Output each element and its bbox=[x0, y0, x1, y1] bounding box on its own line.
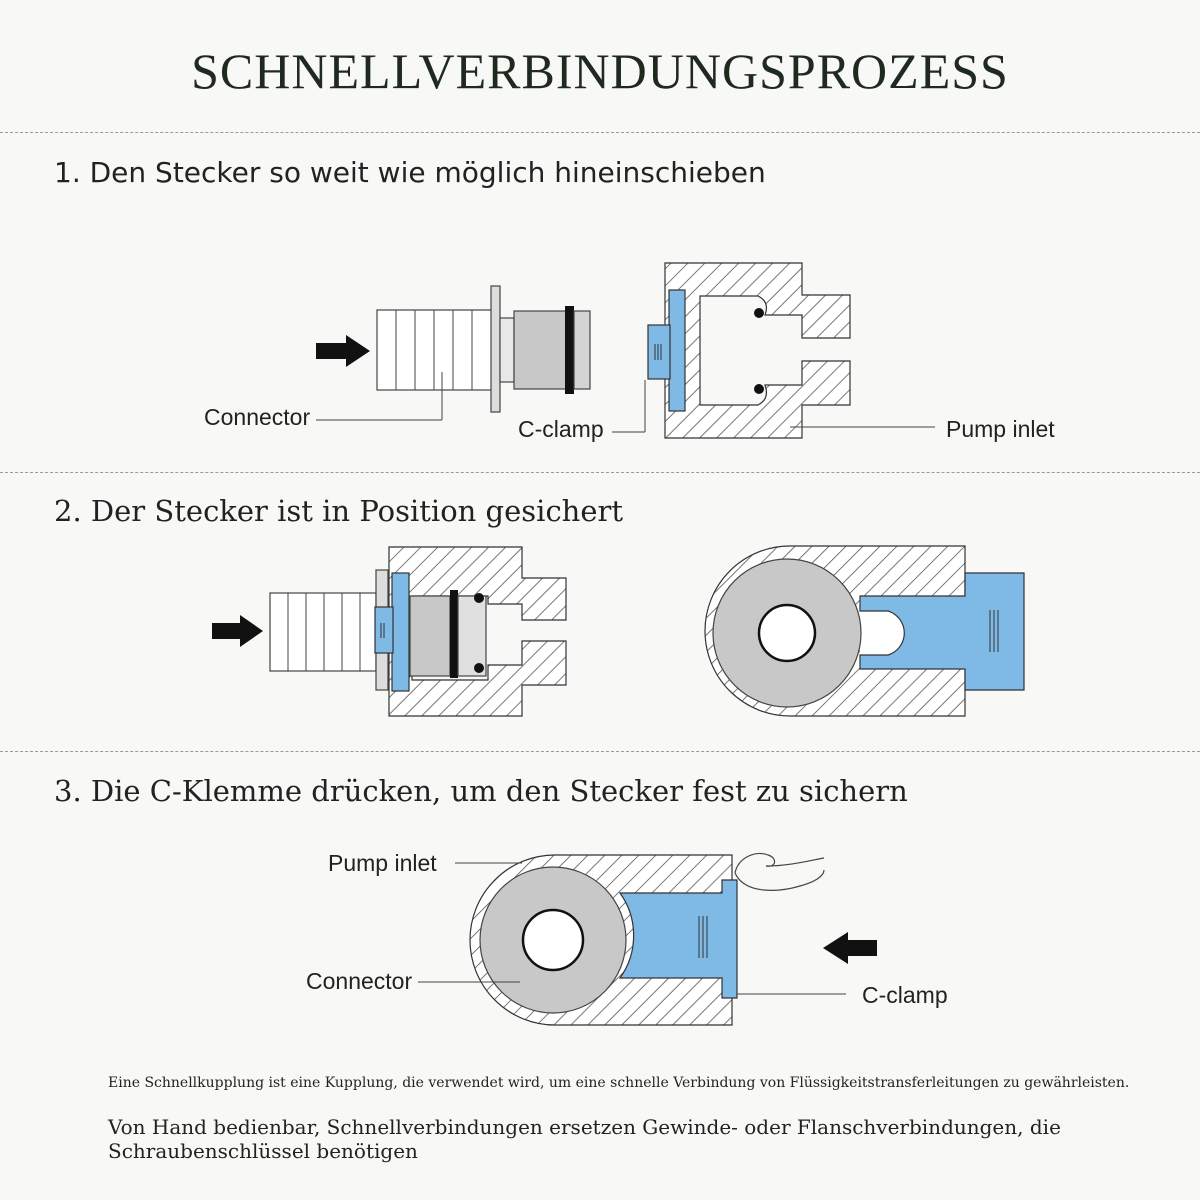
label-c-clamp-step3: C-clamp bbox=[862, 982, 948, 1008]
label-pump-inlet-step3: Pump inlet bbox=[328, 850, 437, 876]
arrow-right-icon bbox=[316, 335, 370, 367]
step-2-left-diagram bbox=[212, 547, 566, 716]
footnote-definition: Eine Schnellkupplung ist eine Kupplung, die verwendet wird, um eine schnelle Verbindung von Flüssigkeitstransferleitungen zu gewährleisten. bbox=[108, 1075, 1130, 1091]
step-3-heading: 3. Die C-Klemme drücken, um den Stecker fest zu sichern bbox=[54, 774, 908, 808]
step-1-heading: 1. Den Stecker so weit wie möglich hineinschieben bbox=[54, 156, 766, 189]
step-2-heading: 2. Der Stecker ist in Position gesichert bbox=[54, 494, 624, 528]
step-3-diagram bbox=[418, 854, 877, 1025]
label-connector-step1: Connector bbox=[204, 404, 311, 430]
label-c-clamp-step1: C-clamp bbox=[518, 416, 604, 442]
arrow-left-icon bbox=[823, 932, 877, 964]
footnote-benefits: Von Hand bedienbar, Schnellverbindungen ersetzen Gewinde- oder Flanschverbindungen, die Schraubenschlüssel benötigen bbox=[108, 1115, 1061, 1163]
finger-icon bbox=[735, 854, 824, 891]
arrow-right-icon bbox=[212, 615, 263, 647]
connector-barb bbox=[377, 286, 590, 412]
page-title: SCHNELLVERBINDUNGSPROZESS bbox=[191, 43, 1009, 99]
label-connector-step3: Connector bbox=[306, 968, 413, 994]
step-2-right-diagram bbox=[705, 546, 1024, 716]
pump-inlet-body bbox=[665, 263, 850, 438]
label-pump-inlet-step1: Pump inlet bbox=[946, 416, 1055, 442]
step-1-diagram bbox=[316, 263, 935, 438]
